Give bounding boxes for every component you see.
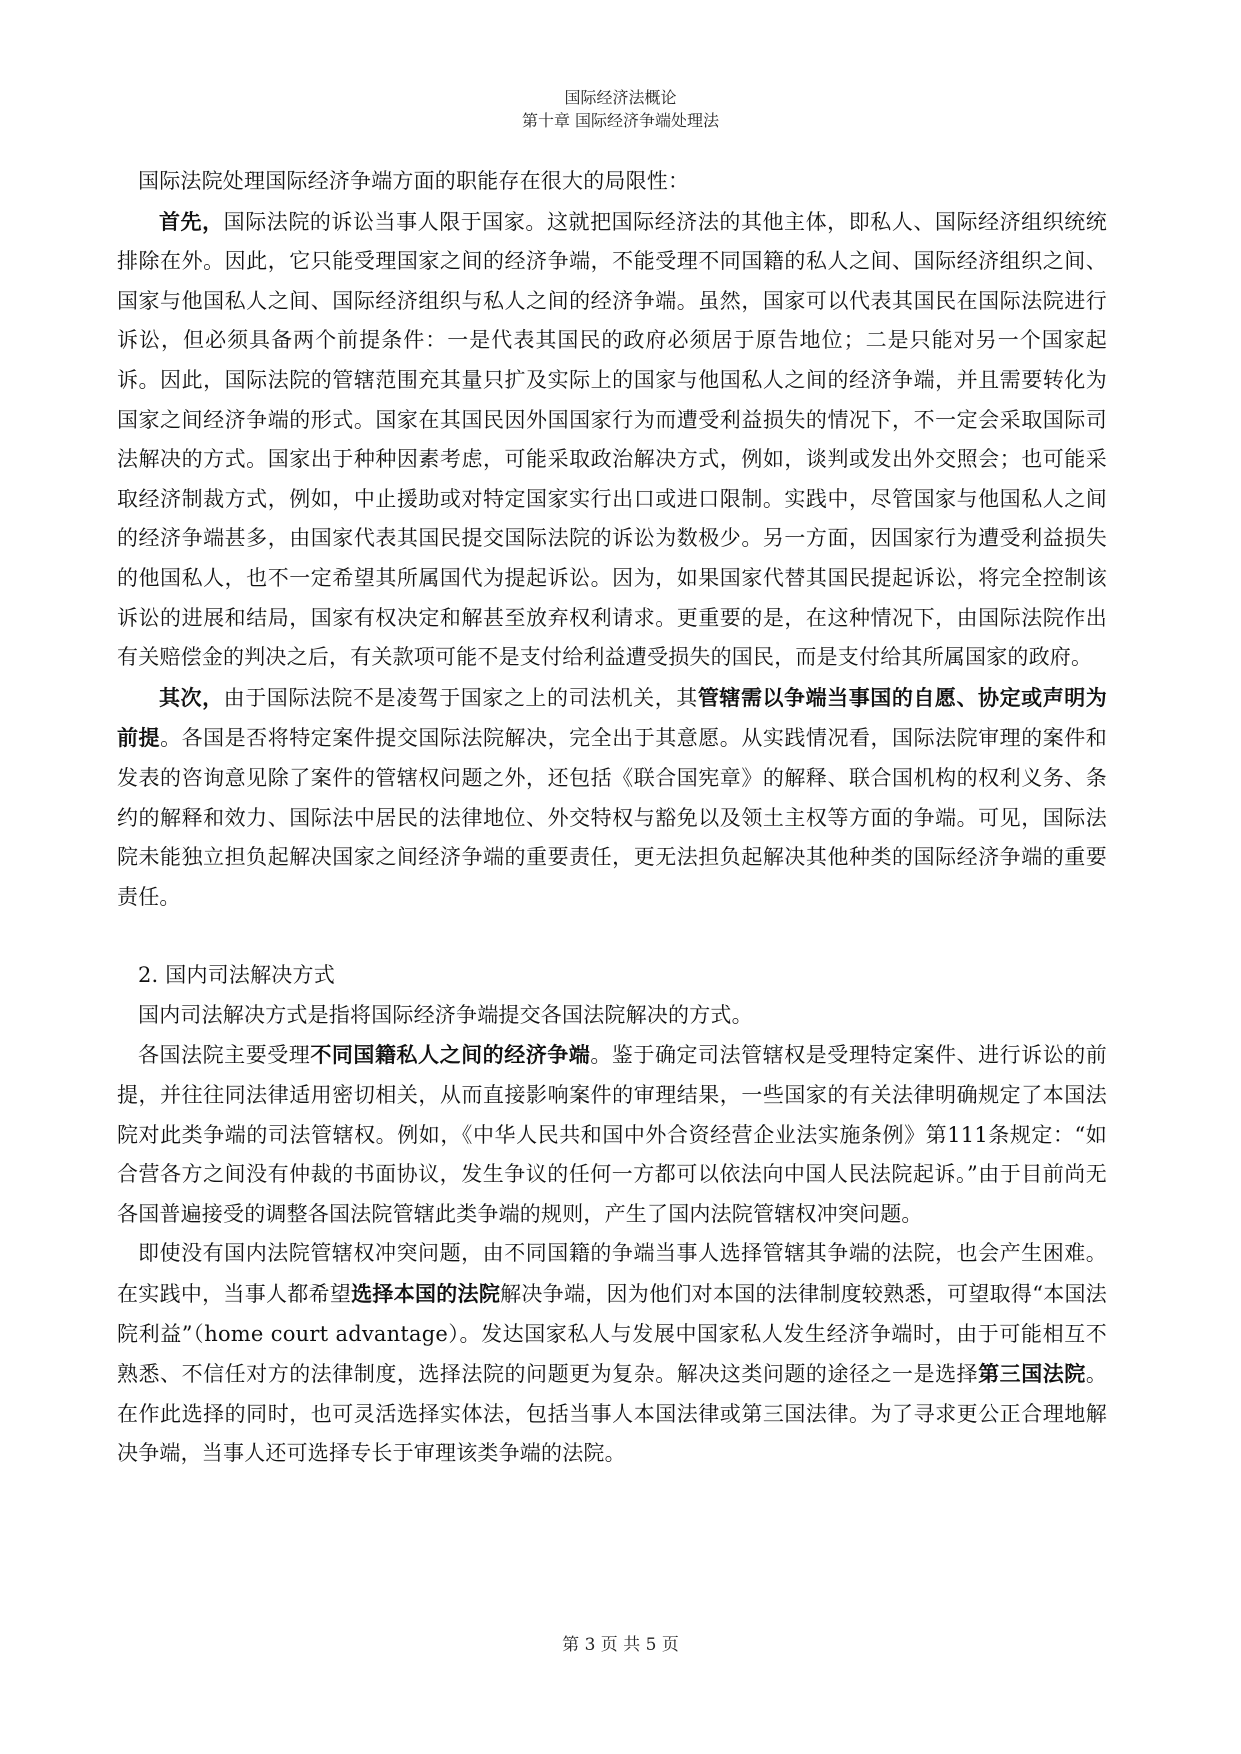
paragraph-text: 解决争端，因为他们对本国的法律制度较熟悉，可望取得“本国法院利益”（home court advantage）。发达国家私人与发展中国家私人发生经济争端时，由于可能相互不熟悉、不信任对方的法律制度，选择法院的问题更为复杂。解决这类问题的途径之一是选择 [117, 1282, 1107, 1387]
paragraph-jurisdiction [117, 1035, 1107, 1234]
paragraph-text: 各国法院主要受理 [138, 1043, 311, 1068]
paragraph-text: 。在作此选择的同时，也可灵活选择实体法，包括当事人本国法律或第三国法律。为了寻求更公正合理地解决争端，当事人还可选择专长于审理该类争端的法院。 [117, 1362, 1108, 1466]
paragraph-second-limitation [117, 678, 1107, 918]
book-title: 国际经济法概论 [564, 88, 677, 107]
lead-second: 其次， [159, 684, 224, 710]
paragraph-text: 。鉴于确定司法管辖权是受理特定案件、进行诉讼的前提，并往往同法律适用密切相关，从而直接影响案件的审理结果，一些国家的有关法律明确规定了本国法院对此类争端的司法管辖权。例如，《中华人民共和国中外合资经营企业法实施条例》第111条规定：“如合营各方之间没有仲裁的书面协议，发生争议的任何一方都可以依法向中国人民法院起诉。”由于目前尚无各国普遍接受的调整各国法院管辖此类争端的规则，产生了国内法院管辖权冲突问题。 [117, 1043, 1107, 1226]
page-footer: 第 3 页 共 5 页 [562, 1635, 679, 1655]
bold-phrase: 第三国法院 [978, 1361, 1086, 1387]
paragraph-definition: 国内司法解决方式是指将国际经济争端提交各国法院解决的方式。 [138, 1002, 753, 1027]
paragraph-text: 由于国际法院不是凌驾于国家之上的司法机关，其 [223, 685, 698, 710]
paragraph-text: 。各国是否将特定案件提交国际法院解决，完全出于其意愿。从实践情况看，国际法院审理的案件和发表的咨询意见除了案件的管辖权问题之外，还包括《联合国宪章》的解释、联合国机构的权利义务、条约的解释和效力、国际法中居民的法律地位、外交特权与豁免以及领土主权等方面的争端。可见，国际法院未能独立担负起解决国家之间经济争端的重要责任，更无法担负起解决其他种类的国际经济争端的重要责任。 [117, 726, 1107, 909]
intro-paragraph: 国际法院处理国际经济争端方面的职能存在很大的局限性： [138, 169, 690, 193]
bold-phrase: 不同国籍私人之间的经济争端 [310, 1042, 591, 1068]
paragraph-court-choice [117, 1234, 1107, 1474]
chapter-title: 第十章 国际经济争端处理法 [521, 111, 720, 130]
paragraph-text: 国际法院的诉讼当事人限于国家。这就把国际经济法的其他主体，即私人、国际经济组织统统排除在外。因此，它只能受理国家之间的经济争端，不能受理不同国籍的私人之间、国际经济组织之间、国家与他国私人之间、国际经济组织与私人之间的经济争端。虽然，国家可以代表其国民在国际法院进行诉讼，但必须具备两个前提条件：一是代表其国民的政府必须居于原告地位；二是只能对另一个国家起诉。因此，国际法院的管辖范围充其量只扩及实际上的国家与他国私人之间的经济争端，并且需要转化为国家之间经济争端的形式。国家在其国民因外国国家行为而遭受利益损失的情况下，不一定会采取国际司法解决的方式。国家出于种种因素考虑，可能采取政治解决方式，例如，谈判或发出外交照会；也可能采取经济制裁方式，例如，中止援助或对特定国家实行出口或进口限制。实践中，尽管国家与他国私人之间的经济争端甚多，由国家代表其国民提交国际法院的诉讼为数极少。另一方面，因国家行为遭受利益损失的他国私人，也不一定希望其所属国代为提起诉讼。因为，如果国家代替其国民提起诉讼，将完全控制该诉讼的进展和结局，国家有权决定和解甚至放弃权利请求。更重要的是，在这种情况下，由国际法院作出有关赔偿金的判决之后，有关款项可能不是支付给利益遭受损失的国民，而是支付给其所属国家的政府。 [117, 209, 1107, 670]
page-header [0, 86, 1241, 132]
section-heading: 2. 国内司法解决方式 [138, 963, 335, 988]
page-body [117, 162, 1107, 1474]
bold-phrase: 选择本国的法院 [351, 1281, 501, 1307]
lead-first: 首先， [159, 208, 224, 234]
paragraph-first-limitation [117, 202, 1107, 678]
paragraph-text: 即使没有国内法院管辖权冲突问题，由不同国籍的争端当事人选择管辖其争端的法院，也会产生困难。在实践中，当事人都希望 [117, 1241, 1107, 1307]
bold-phrase: 管辖需以争端当事国的自愿、协定或声明为前提 [117, 684, 1107, 751]
